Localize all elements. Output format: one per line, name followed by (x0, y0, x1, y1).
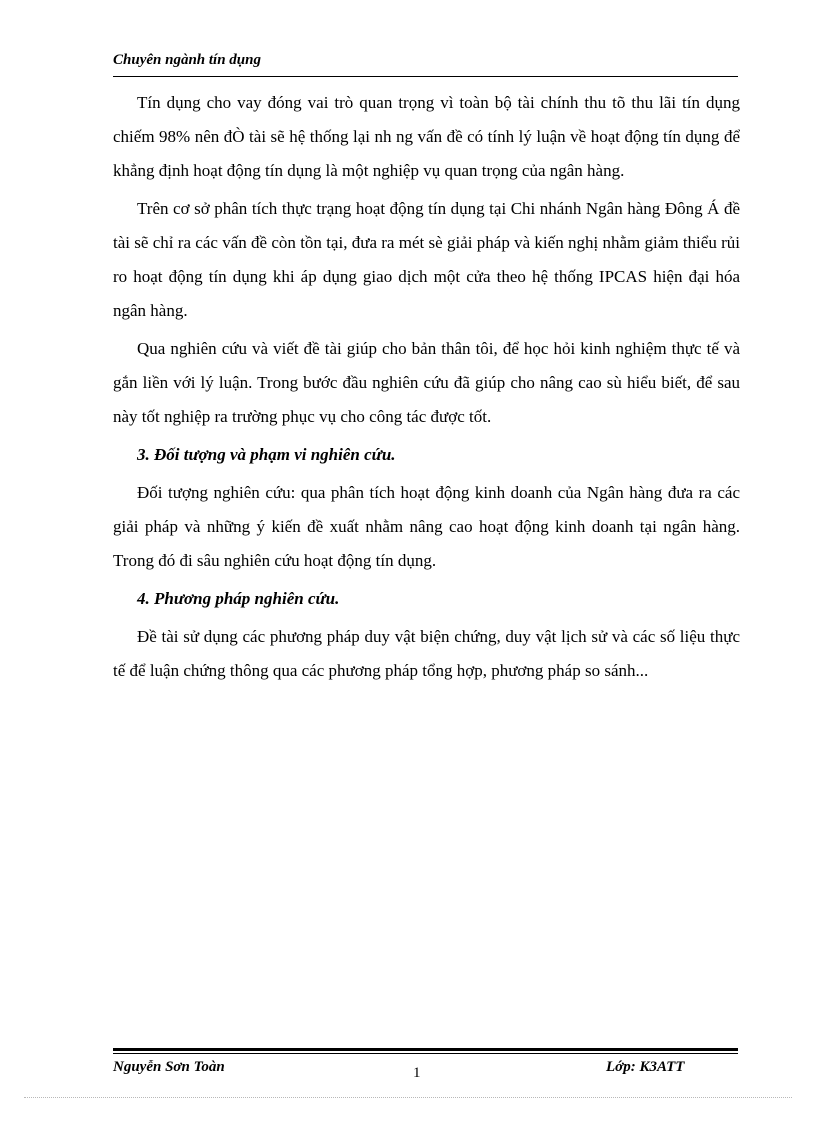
footer-class-label: Lớp: K3ATT (606, 1059, 685, 1075)
paragraph-research-purpose: Qua nghiên cứu và viết đề tài giúp cho bản thân tôi, để học hỏi kinh nghiệm thực tế và gắn liền với lý luận. Trong bước đầu nghiên cứu đã giúp cho nâng cao sù hiểu biết, để sau này tốt nghiệp ra trường phục vụ cho công tác được tốt. (113, 339, 740, 426)
footer-divider-thin (113, 1053, 738, 1054)
section-heading-methods: 4. Phương pháp nghiên cứu. (137, 589, 340, 608)
footer-divider-thick (113, 1048, 738, 1051)
paragraph-research-subject: Đối tượng nghiên cứu: qua phân tích hoạt động kinh doanh của Ngân hàng đưa ra các giải pháp và những ý kiến đề xuất nhằm nâng cao hoạt động kinh doanh tại ngân hàng. Trong đó đi sâu nghiên cứu hoạt động tín dụng. (113, 483, 740, 570)
paragraph-analysis-basis: Trên cơ sở phân tích thực trạng hoạt động tín dụng tại Chi nhánh Ngân hàng Đông Á đề tài sẽ chỉ ra các vấn đề còn tồn tại, đưa ra mét sè giải pháp và kiến nghị nhằm giảm thiểu rủi ro hoạt động tín dụng khi áp dụng giao dịch một cửa theo hệ thống IPCAS hiện đại hóa ngân hàng. (113, 199, 740, 320)
header-divider (113, 76, 738, 77)
page-number: 1 (413, 1065, 421, 1081)
page-header-title: Chuyên ngành tín dụng (113, 52, 261, 68)
page-bottom-dotted-line (24, 1097, 792, 1098)
paragraph-credit-role: Tín dụng cho vay đóng vai trò quan trọng vì toàn bộ tài chính thu tõ thu lãi tín dụng chiếm 98% nên đÒ tài sẽ hệ thống lại nh ng vấn đề có tính lý luận về hoạt động tín dụng để khẳng định hoạt động tín dụng là một nghiệp vụ quan trọng của ngân hàng. (113, 93, 740, 180)
footer-author: Nguyễn Sơn Toàn (113, 1059, 225, 1075)
paragraph-research-methods: Đề tài sử dụng các phương pháp duy vật biện chứng, duy vật lịch sử và các số liệu thực tế để luận chứng thông qua các phương pháp tổng hợp, phương pháp so sánh... (113, 627, 740, 680)
section-heading-scope: 3. Đối tượng và phạm vi nghiên cứu. (137, 445, 396, 464)
document-body (113, 86, 740, 692)
